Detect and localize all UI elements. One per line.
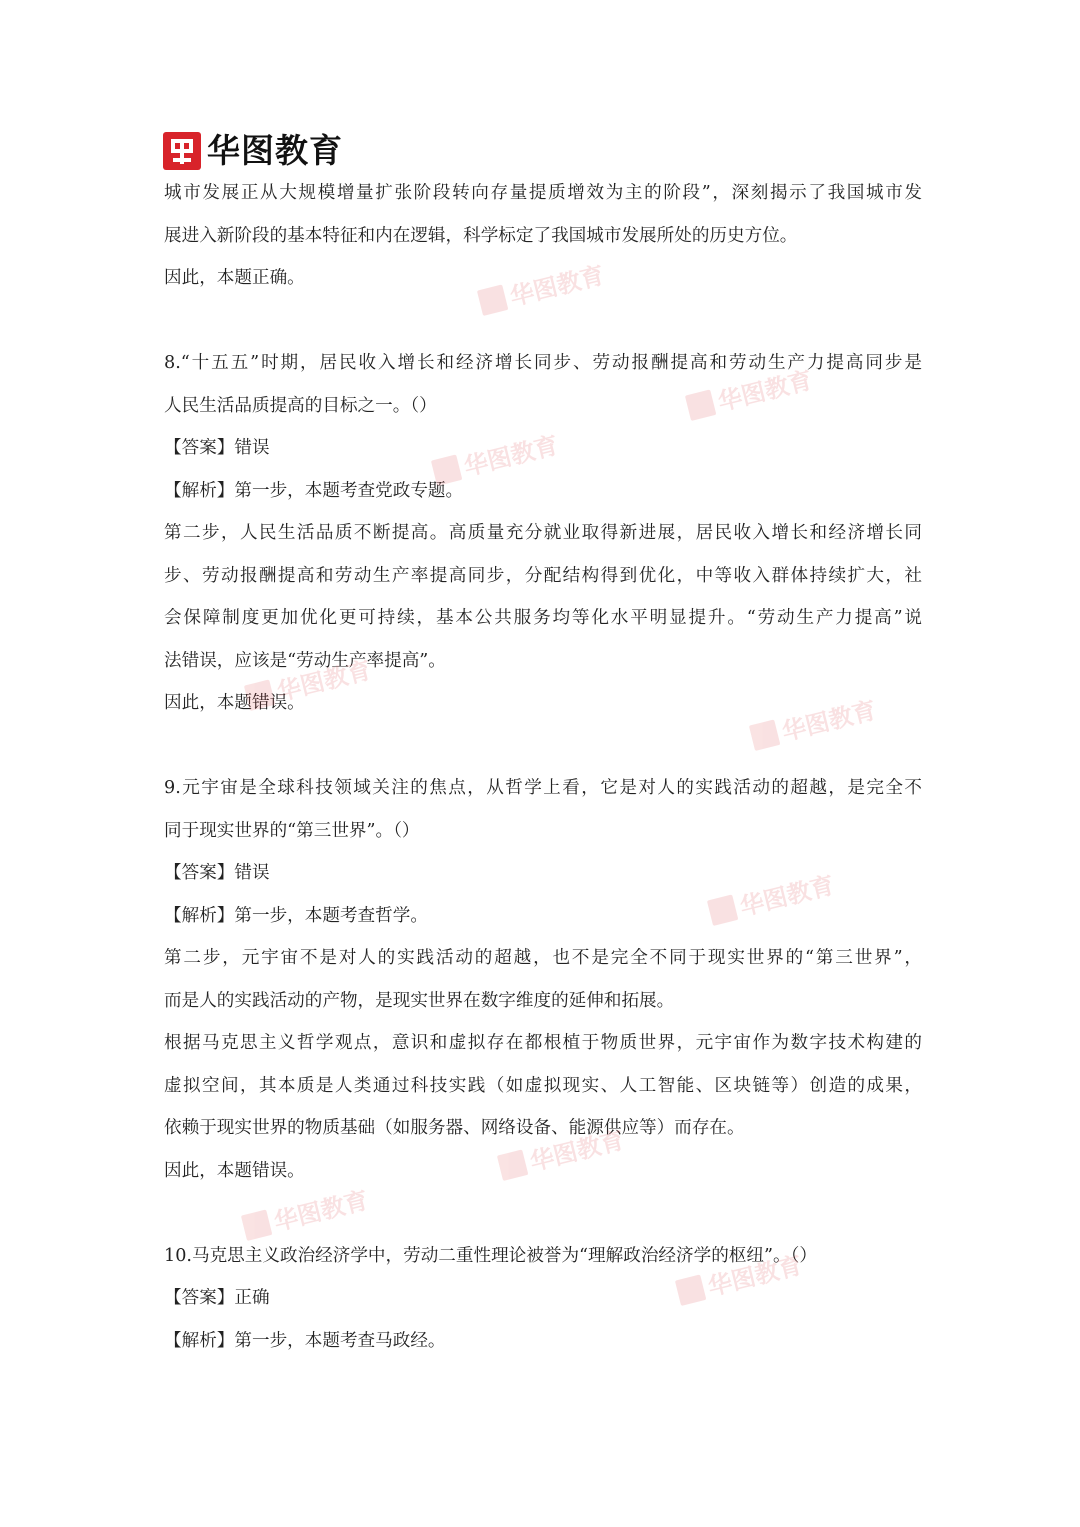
conclusion-line: 因此，本题错误。: [164, 1160, 305, 1181]
watermark: 华图教育: [674, 1245, 806, 1310]
conclusion-line: 因此，本题正确。: [164, 268, 305, 288]
blank-line: [164, 300, 922, 343]
watermark: 华图教育: [496, 1120, 628, 1185]
paragraph-line: 依赖于现实世界的物质基础（如服务器、网络设备、能源供应等）而存在。: [164, 1118, 745, 1138]
question-8-text: 人民生活品质提高的目标之一。（）: [164, 395, 437, 416]
question-9-text: 9.元宇宙是全球科技领域关注的焦点，从哲学上看，它是对人的实践活动的超越，是完全不: [164, 778, 922, 798]
paragraph-line: 第二步，元宇宙不是对人的实践活动的超越，也不是完全不同于现实世界的“第三世界”，: [164, 948, 922, 968]
analysis-label: 【解析】第一步，本题考查党政专题。: [164, 480, 464, 501]
paragraph-line: 第二步，人民生活品质不断提高。高质量充分就业取得新进展，居民收入增长和经济增长同: [164, 523, 922, 543]
analysis-label: 【解析】第一步，本题考查马政经。: [164, 1330, 446, 1351]
blank-line: [164, 1192, 922, 1235]
answer-label: 【答案】正确: [164, 1288, 270, 1308]
answer-label: 【答案】错误: [164, 438, 270, 458]
analysis-label: 【解析】第一步，本题考查哲学。: [164, 905, 428, 926]
watermark: 华图教育: [748, 690, 880, 755]
watermark: 华图教育: [240, 1180, 372, 1245]
conclusion-line: 因此，本题错误。: [164, 693, 305, 713]
paragraph-line: 而是人的实践活动的产物，是现实世界在数字维度的延伸和拓展。: [164, 990, 675, 1011]
question-8-text: 8.“十五五”时期，居民收入增长和经济增长同步、劳动报酬提高和劳动生产力提高同步是: [164, 353, 922, 373]
paragraph-line: 会保障制度更加优化更可持续，基本公共服务均等化水平明显提升。“劳动生产力提高”说: [164, 608, 922, 628]
blank-line: [164, 725, 922, 768]
watermark: 华图教育: [430, 425, 562, 490]
watermark: 华图教育: [684, 360, 816, 425]
question-9-text: 同于现实世界的“第三世界”。（）: [164, 820, 420, 841]
paragraph-line: 城市发展正从大规模增量扩张阶段转向存量提质增效为主的阶段”，深刻揭示了我国城市发: [164, 183, 922, 203]
answer-label: 【答案】错误: [164, 863, 270, 883]
document-body: [164, 172, 922, 1362]
watermark: 华图教育: [243, 650, 375, 715]
paragraph-line: 虚拟空间，其本质是人类通过科技实践（如虚拟现实、人工智能、区块链等）创造的成果，: [164, 1075, 922, 1096]
huatu-logo-icon: [163, 132, 201, 170]
question-10-text: 10.马克思主义政治经济学中，劳动二重性理论被誉为“理解政治经济学的枢纽”。（）: [164, 1245, 817, 1266]
watermark: 华图教育: [476, 255, 608, 320]
paragraph-line: 展进入新阶段的基本特征和内在逻辑，科学标定了我国城市发展所处的历史方位。: [164, 225, 798, 246]
paragraph-line: 根据马克思主义哲学观点，意识和虚拟存在都根植于物质世界，元宇宙作为数字技术构建的: [164, 1033, 922, 1053]
huatu-logo: [163, 132, 343, 170]
watermark: 华图教育: [706, 865, 838, 930]
paragraph-line: 法错误，应该是“劳动生产率提高”。: [164, 650, 446, 671]
logo-text: 华图教育: [207, 131, 343, 170]
paragraph-line: 步、劳动报酬提高和劳动生产率提高同步，分配结构得到优化，中等收入群体持续扩大，社: [164, 565, 922, 586]
